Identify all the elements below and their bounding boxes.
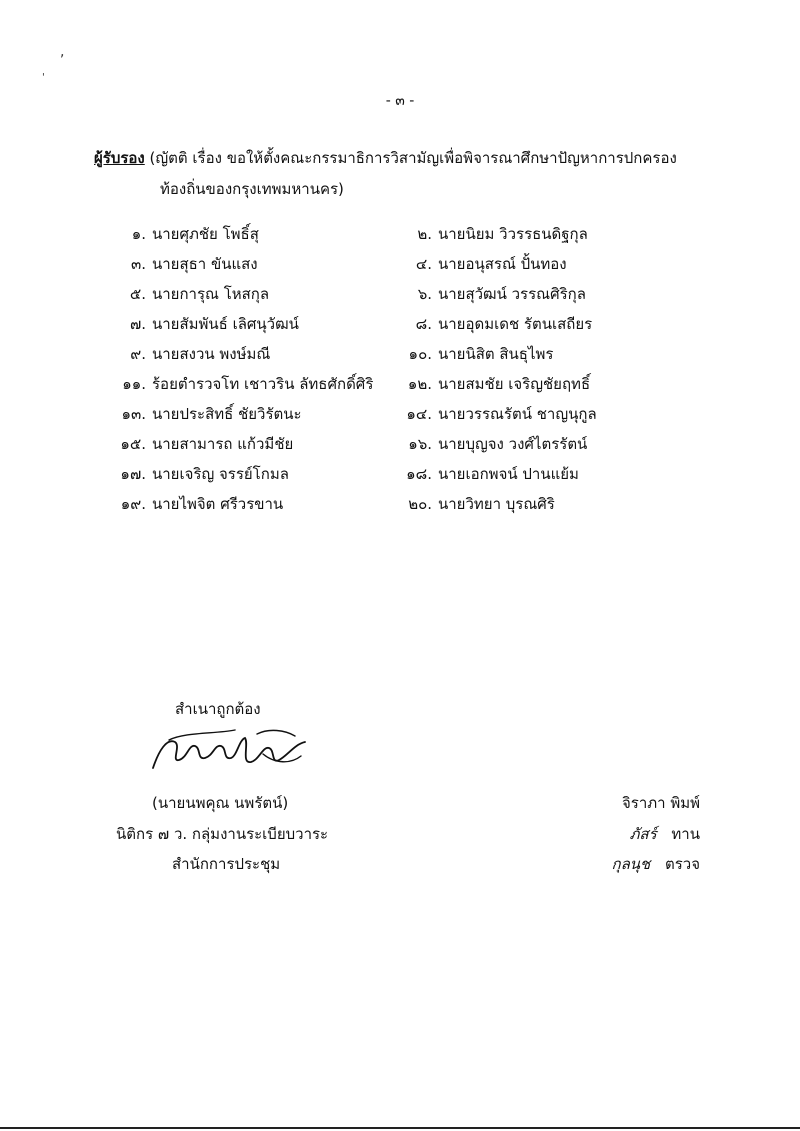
endorser-number: ๘. bbox=[415, 315, 432, 333]
endorser-name: นายศุภชัย โพธิ์สุ bbox=[152, 225, 259, 243]
reviewer-role: ทาน bbox=[671, 825, 700, 843]
certifier-name: (นายนพคุณ นพรัตน์) bbox=[152, 794, 289, 812]
endorser-number: ๑๐. bbox=[408, 345, 432, 363]
endorser-name: ร้อยตำรวจโท เชาวริน ลัทธศักดิ์ศิริ bbox=[152, 375, 374, 393]
endorser-entry bbox=[404, 402, 597, 426]
endorser-entry bbox=[404, 252, 567, 276]
endorser-number: ๑๓. bbox=[121, 405, 146, 423]
margin-mark: ' bbox=[42, 72, 45, 83]
checker-initials: กุลนุช bbox=[611, 855, 651, 873]
checker-line bbox=[560, 852, 700, 876]
endorser-entry bbox=[118, 402, 302, 426]
endorser-entry bbox=[404, 372, 590, 396]
certifier-office: สำนักการประชุม bbox=[172, 855, 281, 873]
typist-line: จิราภา พิมพ์ bbox=[621, 794, 700, 812]
endorser-name: นายบุญจง วงศ์ไตรรัตน์ bbox=[438, 435, 588, 453]
endorser-entry bbox=[404, 312, 592, 336]
endorser-number: ๑๑. bbox=[122, 375, 146, 393]
endorser-name: นายสามารถ แก้วมีชัย bbox=[152, 435, 294, 453]
endorser-number: ๗. bbox=[129, 315, 146, 333]
endorser-entry bbox=[118, 462, 289, 486]
endorser-entry bbox=[118, 222, 259, 246]
endorser-name: นายไพจิต ศรีวรขาน bbox=[152, 495, 284, 513]
page-number: - ๓ - bbox=[385, 93, 415, 109]
endorser-name: นายเอกพจน์ ปานแย้ม bbox=[438, 465, 579, 483]
reviewer-initials: ภัสร์ bbox=[629, 825, 657, 843]
endorser-entry bbox=[118, 342, 270, 366]
endorser-name: นายนิยม วิวรรธนดิฐกุล bbox=[438, 225, 588, 243]
endorser-entry bbox=[404, 432, 587, 456]
endorser-name: นายนิสิต สินธุไพร bbox=[438, 345, 554, 363]
endorser-number: ๑. bbox=[131, 225, 146, 243]
certified-copy-label: สำเนาถูกต้อง bbox=[175, 700, 261, 718]
motion-title-line2: ท้องถิ่นของกรุงเทพมหานคร) bbox=[160, 180, 344, 198]
endorser-number: ๑๗. bbox=[120, 465, 146, 483]
endorser-entry bbox=[404, 492, 555, 516]
document-header bbox=[94, 146, 677, 170]
motion-title-line1: (ญัตติ เรื่อง ขอให้ตั้งคณะกรรมาธิการวิสามัญเพื่อพิจารณาศึกษาปัญหาการปกครอง bbox=[149, 149, 677, 167]
endorser-entry bbox=[404, 282, 586, 306]
endorser-number: ๑๔. bbox=[406, 405, 432, 423]
endorser-entry bbox=[404, 342, 553, 366]
endorser-name: นายวรรณรัตน์ ชาญนุกูล bbox=[438, 405, 597, 423]
endorser-name: นายประสิทธิ์ ชัยวิรัตนะ bbox=[152, 405, 302, 423]
endorser-number: ๖. bbox=[417, 285, 432, 303]
endorser-name: นายสุธา ขันแสง bbox=[152, 255, 258, 273]
endorser-entry bbox=[118, 252, 258, 276]
endorser-number: ๑๘. bbox=[406, 465, 432, 483]
margin-mark: , bbox=[60, 44, 65, 60]
reviewer-line bbox=[560, 822, 700, 846]
endorser-number: ๕. bbox=[129, 285, 146, 303]
signature-icon bbox=[145, 720, 310, 780]
endorser-number: ๑๒. bbox=[407, 375, 432, 393]
endorser-number: ๙. bbox=[130, 345, 146, 363]
endorser-entry bbox=[118, 312, 299, 336]
endorser-number: ๓. bbox=[130, 255, 146, 273]
checker-role: ตรวจ bbox=[664, 855, 700, 873]
endorser-number: ๒๐. bbox=[408, 495, 432, 513]
endorser-number: ๑๙. bbox=[120, 495, 146, 513]
endorser-name: นายสุวัฒน์ วรรณศิริกุล bbox=[438, 285, 586, 303]
endorser-number: ๑๖. bbox=[408, 435, 432, 453]
endorser-entry bbox=[118, 282, 269, 306]
endorser-entry bbox=[118, 432, 293, 456]
endorser-name: นายสมชัย เจริญชัยฤทธิ์ bbox=[438, 375, 591, 393]
endorser-name: นายวิทยา บุรณศิริ bbox=[438, 495, 555, 513]
endorser-name: นายสัมพันธ์ เลิศนุวัฒน์ bbox=[152, 315, 299, 333]
endorser-name: นายสงวน พงษ์มณี bbox=[152, 345, 271, 363]
endorser-number: ๔. bbox=[415, 255, 432, 273]
endorser-name: นายอนุสรณ์ ปั้นทอง bbox=[438, 255, 567, 273]
endorser-name: นายอุดมเดช รัตนเสถียร bbox=[438, 315, 593, 333]
page-bottom-rule bbox=[0, 1127, 800, 1129]
certifier-position: นิติกร ๗ ว. กลุ่มงานระเบียบวาระ bbox=[116, 825, 329, 843]
endorser-entry bbox=[404, 222, 588, 246]
endorser-entry bbox=[118, 372, 373, 396]
endorser-entry bbox=[404, 462, 579, 486]
endorsers-label: ผู้รับรอง bbox=[94, 149, 145, 167]
endorser-name: นายเจริญ จรรย์โกมล bbox=[152, 465, 289, 483]
endorser-number: ๑๕. bbox=[120, 435, 146, 453]
endorser-number: ๒. bbox=[417, 225, 432, 243]
endorser-entry bbox=[118, 492, 283, 516]
endorser-name: นายการุณ โหสกุล bbox=[152, 285, 270, 303]
